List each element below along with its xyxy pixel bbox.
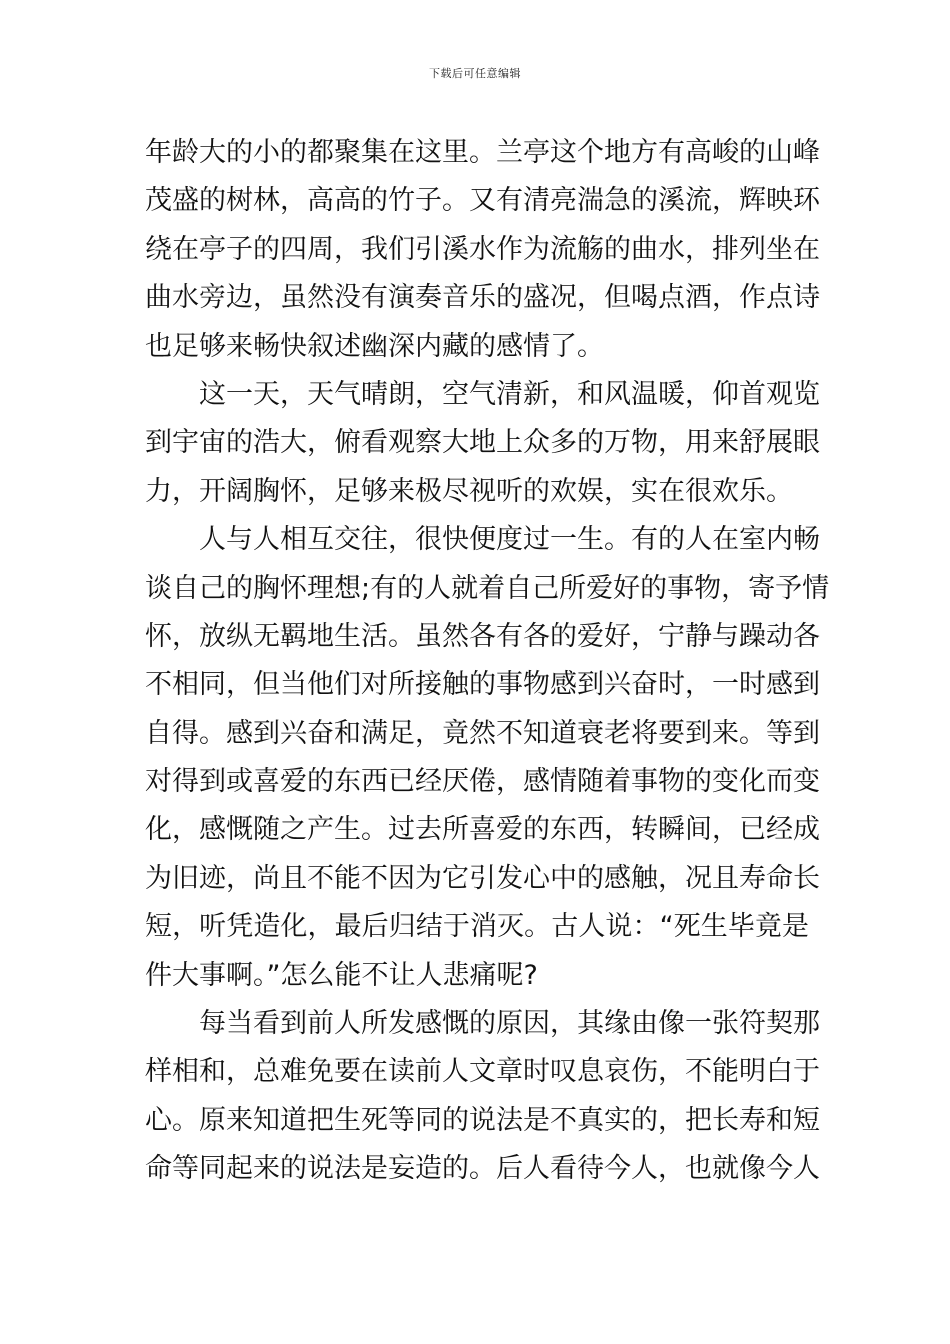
text-line: 这一天，天气晴朗，空气清新，和风温暖，仰首观览 <box>199 378 820 410</box>
text-line: 怀，放纵无羁地生活。虽然各有各的爱好，宁静与躁动各 <box>145 620 820 652</box>
text-line: 谈自己的胸怀理想;有的人就着自己所爱好的事物，寄予情 <box>145 572 830 604</box>
text-line: 短，听凭造化，最后归结于消灭。古人说：“死生毕竟是 <box>145 911 809 943</box>
text-line: 心。原来知道把生死等同的说法是不真实的，把长寿和短 <box>145 1104 820 1136</box>
text-line: 每当看到前人所发感慨的原因，其缘由像一张符契那 <box>199 1008 820 1040</box>
text-line: 命等同起来的说法是妄造的。后人看待今人，也就像今人 <box>145 1153 820 1185</box>
text-line: 对得到或喜爱的东西已经厌倦，感情随着事物的变化而变 <box>145 766 820 798</box>
text-line: 到宇宙的浩大，俯看观察大地上众多的万物，用来舒展眼 <box>145 427 820 459</box>
text-line: 件大事啊。”怎么能不让人悲痛呢? <box>145 959 538 991</box>
text-line: 不相同，但当他们对所接触的事物感到兴奋时，一时感到 <box>145 669 820 701</box>
text-line: 自得。感到兴奋和满足，竟然不知道衰老将要到来。等到 <box>145 717 820 749</box>
text-line: 年龄大的小的都聚集在这里。兰亭这个地方有高峻的山峰 <box>145 137 820 168</box>
text-line: 化，感慨随之产生。过去所喜爱的东西，转瞬间，已经成 <box>145 814 820 846</box>
text-line: 人与人相互交往，很快便度过一生。有的人在室内畅 <box>199 524 820 556</box>
document-body <box>145 129 830 1194</box>
text-line: 力，开阔胸怀，足够来极尽视听的欢娱，实在很欢乐。 <box>145 475 793 507</box>
text-line: 样相和，总难免要在读前人文章时叹息哀伤，不能明白于 <box>145 1056 820 1088</box>
text-line: 茂盛的树林，高高的竹子。又有清亮湍急的溪流，辉映环 <box>145 185 820 217</box>
text-line: 曲水旁边，虽然没有演奏音乐的盛况，但喝点酒，作点诗 <box>145 282 820 314</box>
text-line: 为旧迹，尚且不能不因为它引发心中的感触，况且寿命长 <box>145 862 820 894</box>
paragraph-1 <box>145 129 820 371</box>
paragraph-2 <box>145 371 820 516</box>
text-line: 也足够来畅快叙述幽深内藏的感情了。 <box>145 330 604 362</box>
text-line: 绕在亭子的四周，我们引溪水作为流觞的曲水，排列坐在 <box>145 233 820 265</box>
page-header: 下载后可任意编辑 <box>429 67 521 80</box>
paragraph-4 <box>145 1000 820 1194</box>
paragraph-3 <box>145 516 830 1000</box>
